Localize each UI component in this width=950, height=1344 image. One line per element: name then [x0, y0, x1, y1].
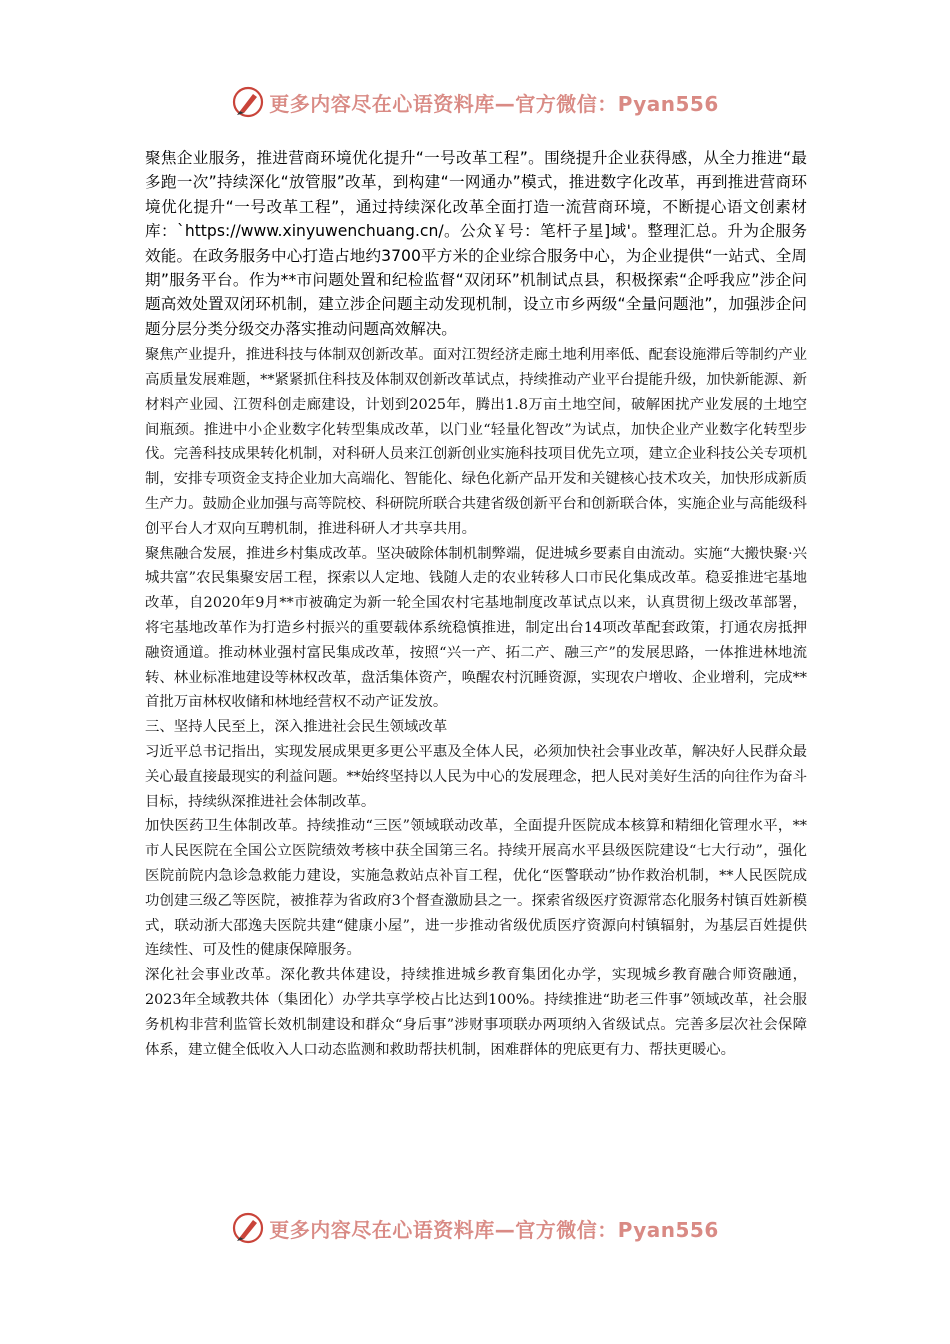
lead-paragraph: 聚焦企业服务，推进营商环境优化提升“一号改革工程”。围绕提升企业获得感，从全力推进“最多跑一次”持续深化“放管服”改革，到构建“一网通办”模式，推进数字化改革，再到推进营商环境优化提升“一号改革工程”，通过持续深化改革全面打造一流营商环境，不断提心语文创素材库：`https://www.xinyuwenchuang.cn/。公众￥号：笔杆子星]域'。整理汇总。升为企服务效能。在政务服务中心打造占地约3700平方米的企业综合服务中心，为企业提供“一站式、全周期”服务平台。作为**市问题处置和纪检监督“双闭环”机制试点县，积极探索“企呼我应”涉企问题高效处置双闭环机制，建立涉企问题主动发现机制，设立市乡两级“全量问题池”，加强涉企问题分层分类分级交办落实推动问题高效解决。: [145, 149, 807, 338]
banner-text: 更多内容尽在心语资料库—官方微信：Pyan556: [269, 1217, 719, 1242]
footer-watermark-banner: [0, 1208, 950, 1248]
banner-text: 更多内容尽在心语资料库—官方微信：Pyan556: [269, 91, 719, 116]
paragraph-intro: 习近平总书记指出，实现发展成果更多更公平惠及全体人民，必须加快社会事业改革，解决好人民群众最关心最直接最现实的利益问题。**始终坚持以人民为中心的发展理念，把人民对美好生活的向往作为奋斗目标，持续纵深推进社会体制改革。: [145, 744, 807, 810]
header-watermark-banner: [0, 82, 950, 122]
paragraph-industry: 聚焦产业提升，推进科技与体制双创新改革。面对江贺经济走廊土地利用率低、配套设施滞后等制约产业高质量发展难题，**紧紧抓住科技及体制双创新改革试点，持续推动产业平台提能升级，加快新能源、新材料产业园、江贺科创走廊建设，计划到2025年，腾出1.8万亩土地空间，破解困扰产业发展的土地空间瓶颈。推进中小企业数字化转型集成改革，以门业“轻量化智改”为试点，加快企业产业数字化转型步伐。完善科技成果转化机制，对科研人员来江创新创业实施科技项目优先立项，建立企业科技公关专项机制，安排专项资金支持企业加大高端化、智能化、绿色化新产品开发和关键核心技术攻关，加快形成新质生产力。鼓励企业加强与高等院校、科研院所联合共建省级创新平台和创新联合体，实施企业与高能级科创平台人才双向互聘机制，推进科研人才共享共用。: [145, 347, 807, 537]
paragraph-rural: 聚焦融合发展，推进乡村集成改革。坚决破除体制机制弊端，促进城乡要素自由流动。实施“大搬快聚·兴城共富”农民集聚安居工程，探索以人定地、钱随人走的农业转移人口市民化集成改革。稳妥推进宅基地改革，自2020年9月**市被确定为新一轮全国农村宅基地制度改革试点以来，认真贯彻上级改革部署，将宅基地改革作为打造乡村振兴的重要载体系统稳慎推进，制定出台14项改革配套政策，打通农房抵押融资通道。推动林业强村富民集成改革，按照“兴一产、拓二产、融三产”的发展思路，一体推进林地流转、林业标准地建设等林权改革，盘活集体资产，唤醒农村沉睡资源，实现农户增收、企业增利，完成**首批万亩林权收储和林地经营权不动产证发放。: [145, 545, 807, 711]
paragraph-medical: 加快医药卫生体制改革。持续推动“三医”领域联动改革，全面提升医院成本核算和精细化管理水平，**市人民医院在全国公立医院绩效考核中获全国第三名。持续开展高水平县级医院建设“七大行动”，强化医院前院内急诊急救能力建设，实施急救站点补盲工程，优化“医警联动”协作救治机制，**人民医院成功创建三级乙等医院，被推荐为省政府3个督查激励县之一。探索省级医疗资源常态化服务村镇百姓新模式，联动浙大邵逸夫医院共建“健康小屋”，进一步推动省级优质医疗资源向村镇辐射，为基层百姓提供连续性、可及性的健康保障服务。: [145, 818, 807, 959]
brush-logo-icon: [231, 85, 265, 119]
document-body: [145, 146, 807, 1062]
section-heading: 三、坚持人民至上，深入推进社会民生领域改革: [145, 719, 448, 736]
paragraph-social: 深化社会事业改革。深化教共体建设，持续推进城乡教育集团化办学，实现城乡教育融合师资融通，2023年全域教共体（集团化）办学共享学校占比达到100%。持续推进“助老三件事”领域改革，社会服务机构非营利监管长效机制建设和群众“身后事”涉财事项联办两项纳入省级试点。完善多层次社会保障体系，建立健全低收入人口动态监测和救助帮扶机制，困难群体的兜底更有力、帮扶更暖心。: [145, 967, 807, 1058]
brush-logo-icon: [231, 1211, 265, 1245]
